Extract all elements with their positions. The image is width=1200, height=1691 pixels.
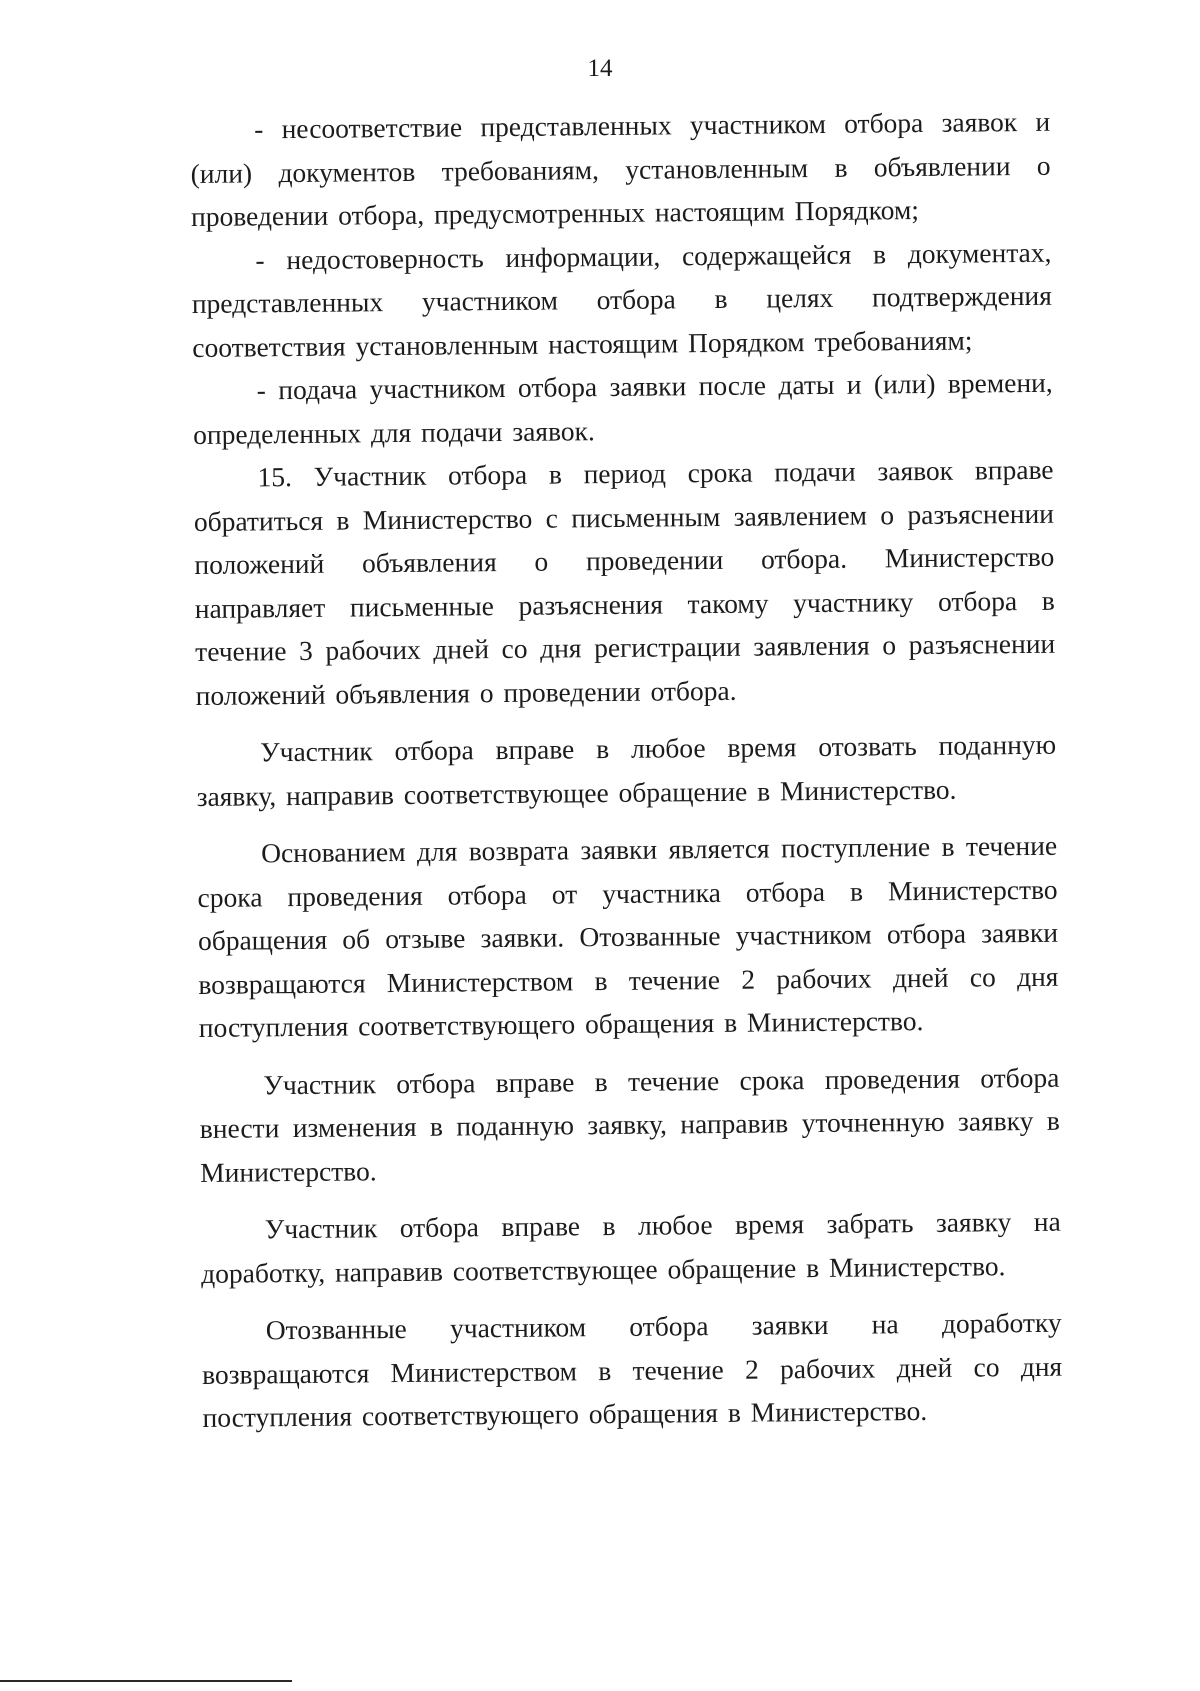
paragraph: Основанием для возврата заявки является поступление в течение срока проведения отбора от участника отбора в Министерство обращения об отзыве заявки. Отозванные участником отбора заявки возвращаются Министерством в течение 2 рабочих дней со дня поступления соответствующего обращения в Министерство. <box>197 829 1059 1043</box>
paragraph-clause-15: 15. Участник отбора в период срока подачи заявок вправе обратиться в Министерство с письменным заявлением о разъяснении положений объявления о проведении отбора. Министерство направляет письменные разъяснения такому участнику отбора в течение 3 рабочих дней со дня регистрации заявления о разъяснении положений объявления о проведении отбора. <box>193 453 1056 711</box>
document-body <box>190 100 1063 1440</box>
paragraph-list-item: - недостоверность информации, содержащейся в документах, представленных участником отбора в целях подтверждения соответствия установленным настоящим Порядком требованиям; <box>191 236 1052 363</box>
paragraph: Участник отбора вправе в течение срока проведения отбора внести изменения в поданную заявку, направив уточненную заявку в Министерство. <box>199 1061 1060 1188</box>
paragraph-list-item: - несоответствие представленных участником отбора заявок и (или) документов требованиям, установленным в объявлении о проведении отбора, предусмотренных настоящим Порядком; <box>190 105 1051 232</box>
paragraph: Участник отбора вправе в любое время отозвать поданную заявку, направив соответствующее обращение в Министерство. <box>196 728 1057 812</box>
paragraph: Отозванные участником отбора заявки на доработку возвращаются Министерством в течение 2 рабочих дней со дня поступления соответствующего обращения в Министерство. <box>202 1306 1063 1433</box>
paragraph-list-item: - подача участником отбора заявки после даты и (или) времени, определенных для подачи заявок. <box>192 366 1053 450</box>
page-number: 14 <box>587 55 613 82</box>
paragraph: Участник отбора вправе в любое время забрать заявку на доработку, направив соответствующее обращение в Министерство. <box>201 1205 1061 1289</box>
footnote-divider <box>0 1680 292 1682</box>
